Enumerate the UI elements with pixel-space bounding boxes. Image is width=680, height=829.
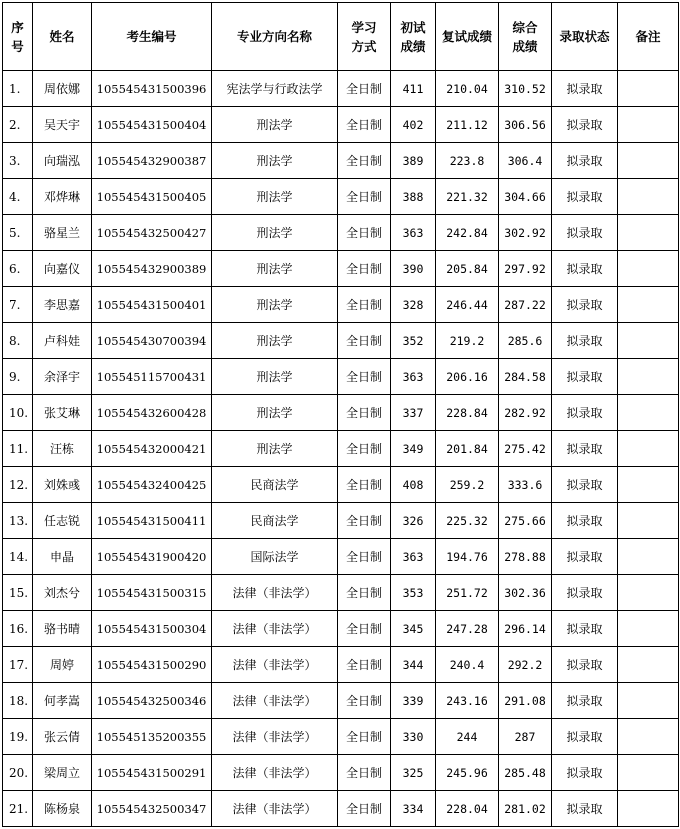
header-seq: 序 号 [3,3,33,71]
cell-retest-score: 243.16 [436,683,499,719]
table-row [3,467,679,503]
cell-retest-score: 219.2 [436,323,499,359]
cell-total-score: 285.48 [499,755,552,791]
cell-status: 拟录取 [552,71,618,107]
cell-remark [618,791,679,827]
cell-name: 梁周立 [33,755,92,791]
cell-remark [618,683,679,719]
cell-exam-id: 105545431900420 [92,539,212,575]
cell-status: 拟录取 [552,467,618,503]
cell-status: 拟录取 [552,611,618,647]
table-row [3,179,679,215]
cell-exam-id: 105545431500401 [92,287,212,323]
cell-status: 拟录取 [552,647,618,683]
cell-exam-id: 105545432600428 [92,395,212,431]
cell-major: 国际法学 [212,539,338,575]
cell-exam-id: 105545432500347 [92,791,212,827]
cell-total-score: 306.56 [499,107,552,143]
cell-seq: 18. [3,683,33,719]
cell-seq: 5. [3,215,33,251]
cell-seq: 14. [3,539,33,575]
table-row [3,323,679,359]
cell-name: 何孝嵩 [33,683,92,719]
cell-retest-score: 221.32 [436,179,499,215]
cell-major: 法律（非法学） [212,575,338,611]
cell-exam-id: 105545431500304 [92,611,212,647]
cell-prelim-score: 339 [391,683,436,719]
cell-name: 张云倩 [33,719,92,755]
cell-name: 刘姝彧 [33,467,92,503]
cell-study-mode: 全日制 [338,215,391,251]
table-row [3,287,679,323]
cell-total-score: 284.58 [499,359,552,395]
cell-name: 向瑞泓 [33,143,92,179]
cell-prelim-score: 363 [391,215,436,251]
cell-name: 李思嘉 [33,287,92,323]
cell-seq: 21. [3,791,33,827]
header-prelim-score: 初试 成绩 [391,3,436,71]
cell-total-score: 296.14 [499,611,552,647]
header-major: 专业方向名称 [212,3,338,71]
cell-status: 拟录取 [552,287,618,323]
cell-name: 向嘉仪 [33,251,92,287]
cell-retest-score: 259.2 [436,467,499,503]
cell-prelim-score: 402 [391,107,436,143]
cell-study-mode: 全日制 [338,719,391,755]
cell-study-mode: 全日制 [338,179,391,215]
cell-major: 刑法学 [212,107,338,143]
cell-exam-id: 105545432400425 [92,467,212,503]
cell-seq: 9. [3,359,33,395]
cell-study-mode: 全日制 [338,287,391,323]
cell-retest-score: 201.84 [436,431,499,467]
cell-retest-score: 225.32 [436,503,499,539]
cell-prelim-score: 353 [391,575,436,611]
cell-exam-id: 105545432500427 [92,215,212,251]
cell-study-mode: 全日制 [338,143,391,179]
cell-major: 刑法学 [212,359,338,395]
table-row [3,143,679,179]
cell-exam-id: 105545430700394 [92,323,212,359]
cell-major: 宪法学与行政法学 [212,71,338,107]
cell-retest-score: 194.76 [436,539,499,575]
cell-status: 拟录取 [552,431,618,467]
cell-retest-score: 210.04 [436,71,499,107]
cell-status: 拟录取 [552,215,618,251]
cell-total-score: 302.36 [499,575,552,611]
cell-seq: 15. [3,575,33,611]
cell-major: 刑法学 [212,215,338,251]
table-row [3,755,679,791]
cell-study-mode: 全日制 [338,611,391,647]
cell-name: 邓烨琳 [33,179,92,215]
cell-seq: 8. [3,323,33,359]
cell-retest-score: 228.84 [436,395,499,431]
cell-prelim-score: 411 [391,71,436,107]
cell-major: 法律（非法学） [212,647,338,683]
cell-study-mode: 全日制 [338,395,391,431]
cell-exam-id: 105545432500346 [92,683,212,719]
cell-remark [618,179,679,215]
cell-major: 民商法学 [212,467,338,503]
cell-remark [618,719,679,755]
table-row [3,683,679,719]
cell-exam-id: 105545431500315 [92,575,212,611]
cell-name: 骆书晴 [33,611,92,647]
cell-remark [618,755,679,791]
cell-retest-score: 247.28 [436,611,499,647]
cell-total-score: 306.4 [499,143,552,179]
header-study-mode: 学习 方式 [338,3,391,71]
table-row [3,71,679,107]
table-row [3,539,679,575]
cell-retest-score: 206.16 [436,359,499,395]
cell-study-mode: 全日制 [338,359,391,395]
cell-retest-score: 244 [436,719,499,755]
cell-retest-score: 246.44 [436,287,499,323]
table-row [3,503,679,539]
cell-seq: 6. [3,251,33,287]
cell-prelim-score: 349 [391,431,436,467]
cell-remark [618,107,679,143]
cell-total-score: 333.6 [499,467,552,503]
cell-study-mode: 全日制 [338,251,391,287]
admission-table [2,2,679,827]
cell-remark [618,287,679,323]
cell-status: 拟录取 [552,755,618,791]
cell-remark [618,71,679,107]
cell-study-mode: 全日制 [338,791,391,827]
cell-prelim-score: 388 [391,179,436,215]
cell-status: 拟录取 [552,143,618,179]
cell-seq: 20. [3,755,33,791]
cell-name: 陈杨泉 [33,791,92,827]
table-row [3,719,679,755]
cell-status: 拟录取 [552,359,618,395]
cell-total-score: 282.92 [499,395,552,431]
cell-total-score: 281.02 [499,791,552,827]
cell-major: 法律（非法学） [212,755,338,791]
cell-status: 拟录取 [552,395,618,431]
cell-name: 周婷 [33,647,92,683]
cell-seq: 1. [3,71,33,107]
header-status: 录取状态 [552,3,618,71]
cell-major: 刑法学 [212,323,338,359]
cell-study-mode: 全日制 [338,431,391,467]
cell-retest-score: 228.04 [436,791,499,827]
cell-study-mode: 全日制 [338,323,391,359]
cell-status: 拟录取 [552,791,618,827]
cell-prelim-score: 334 [391,791,436,827]
cell-study-mode: 全日制 [338,755,391,791]
cell-major: 刑法学 [212,251,338,287]
cell-name: 任志锐 [33,503,92,539]
cell-prelim-score: 408 [391,467,436,503]
cell-exam-id: 105545431500290 [92,647,212,683]
cell-study-mode: 全日制 [338,71,391,107]
cell-retest-score: 242.84 [436,215,499,251]
cell-total-score: 287 [499,719,552,755]
cell-major: 刑法学 [212,395,338,431]
cell-total-score: 302.92 [499,215,552,251]
cell-remark [618,611,679,647]
header-retest-score: 复试成绩 [436,3,499,71]
cell-remark [618,143,679,179]
cell-seq: 10. [3,395,33,431]
cell-total-score: 285.6 [499,323,552,359]
cell-remark [618,395,679,431]
cell-prelim-score: 328 [391,287,436,323]
cell-seq: 11. [3,431,33,467]
cell-exam-id: 105545432000421 [92,431,212,467]
header-exam-id: 考生编号 [92,3,212,71]
table-row [3,395,679,431]
cell-seq: 4. [3,179,33,215]
cell-seq: 7. [3,287,33,323]
cell-study-mode: 全日制 [338,503,391,539]
cell-retest-score: 223.8 [436,143,499,179]
cell-status: 拟录取 [552,251,618,287]
cell-seq: 13. [3,503,33,539]
cell-major: 法律（非法学） [212,683,338,719]
cell-status: 拟录取 [552,107,618,143]
cell-name: 余泽宇 [33,359,92,395]
cell-name: 吴天宇 [33,107,92,143]
cell-retest-score: 251.72 [436,575,499,611]
table-row [3,431,679,467]
cell-seq: 3. [3,143,33,179]
cell-status: 拟录取 [552,503,618,539]
cell-prelim-score: 337 [391,395,436,431]
table-row [3,575,679,611]
cell-retest-score: 205.84 [436,251,499,287]
cell-exam-id: 105545115700431 [92,359,212,395]
cell-total-score: 310.52 [499,71,552,107]
cell-seq: 12. [3,467,33,503]
cell-remark [618,431,679,467]
cell-name: 刘杰兮 [33,575,92,611]
table-row [3,359,679,395]
cell-name: 卢科娃 [33,323,92,359]
cell-status: 拟录取 [552,683,618,719]
cell-total-score: 275.66 [499,503,552,539]
cell-seq: 16. [3,611,33,647]
cell-prelim-score: 390 [391,251,436,287]
cell-major: 刑法学 [212,143,338,179]
cell-prelim-score: 345 [391,611,436,647]
cell-prelim-score: 389 [391,143,436,179]
table-row [3,215,679,251]
cell-remark [618,251,679,287]
cell-status: 拟录取 [552,575,618,611]
cell-major: 刑法学 [212,431,338,467]
cell-major: 刑法学 [212,179,338,215]
cell-status: 拟录取 [552,539,618,575]
cell-exam-id: 105545432900387 [92,143,212,179]
cell-remark [618,467,679,503]
cell-name: 申晶 [33,539,92,575]
cell-seq: 19. [3,719,33,755]
cell-exam-id: 105545432900389 [92,251,212,287]
cell-retest-score: 245.96 [436,755,499,791]
cell-total-score: 304.66 [499,179,552,215]
cell-name: 汪栋 [33,431,92,467]
cell-seq: 2. [3,107,33,143]
cell-study-mode: 全日制 [338,107,391,143]
cell-study-mode: 全日制 [338,647,391,683]
cell-prelim-score: 325 [391,755,436,791]
cell-seq: 17. [3,647,33,683]
cell-name: 骆星兰 [33,215,92,251]
cell-prelim-score: 326 [391,503,436,539]
cell-status: 拟录取 [552,179,618,215]
cell-study-mode: 全日制 [338,683,391,719]
header-remark: 备注 [618,3,679,71]
cell-prelim-score: 344 [391,647,436,683]
cell-major: 刑法学 [212,287,338,323]
cell-total-score: 292.2 [499,647,552,683]
cell-remark [618,575,679,611]
cell-remark [618,539,679,575]
cell-remark [618,647,679,683]
cell-study-mode: 全日制 [338,539,391,575]
cell-total-score: 291.08 [499,683,552,719]
cell-prelim-score: 352 [391,323,436,359]
cell-retest-score: 240.4 [436,647,499,683]
cell-prelim-score: 330 [391,719,436,755]
header-total-score: 综合 成绩 [499,3,552,71]
cell-exam-id: 105545431500291 [92,755,212,791]
cell-exam-id: 105545431500396 [92,71,212,107]
cell-total-score: 275.42 [499,431,552,467]
cell-study-mode: 全日制 [338,467,391,503]
cell-total-score: 287.22 [499,287,552,323]
cell-major: 民商法学 [212,503,338,539]
table-row [3,647,679,683]
cell-remark [618,359,679,395]
cell-remark [618,323,679,359]
cell-prelim-score: 363 [391,359,436,395]
table-row [3,611,679,647]
cell-retest-score: 211.12 [436,107,499,143]
cell-study-mode: 全日制 [338,575,391,611]
cell-status: 拟录取 [552,323,618,359]
cell-exam-id: 105545135200355 [92,719,212,755]
table-row [3,107,679,143]
cell-total-score: 278.88 [499,539,552,575]
cell-major: 法律（非法学） [212,611,338,647]
table-row [3,251,679,287]
cell-exam-id: 105545431500411 [92,503,212,539]
header-row [3,3,679,71]
cell-prelim-score: 363 [391,539,436,575]
cell-major: 法律（非法学） [212,719,338,755]
cell-remark [618,215,679,251]
header-name: 姓名 [33,3,92,71]
table-row [3,791,679,827]
cell-exam-id: 105545431500405 [92,179,212,215]
cell-status: 拟录取 [552,719,618,755]
cell-exam-id: 105545431500404 [92,107,212,143]
table-body [3,71,679,827]
cell-major: 法律（非法学） [212,791,338,827]
cell-name: 周依娜 [33,71,92,107]
cell-name: 张艾琳 [33,395,92,431]
cell-total-score: 297.92 [499,251,552,287]
cell-remark [618,503,679,539]
